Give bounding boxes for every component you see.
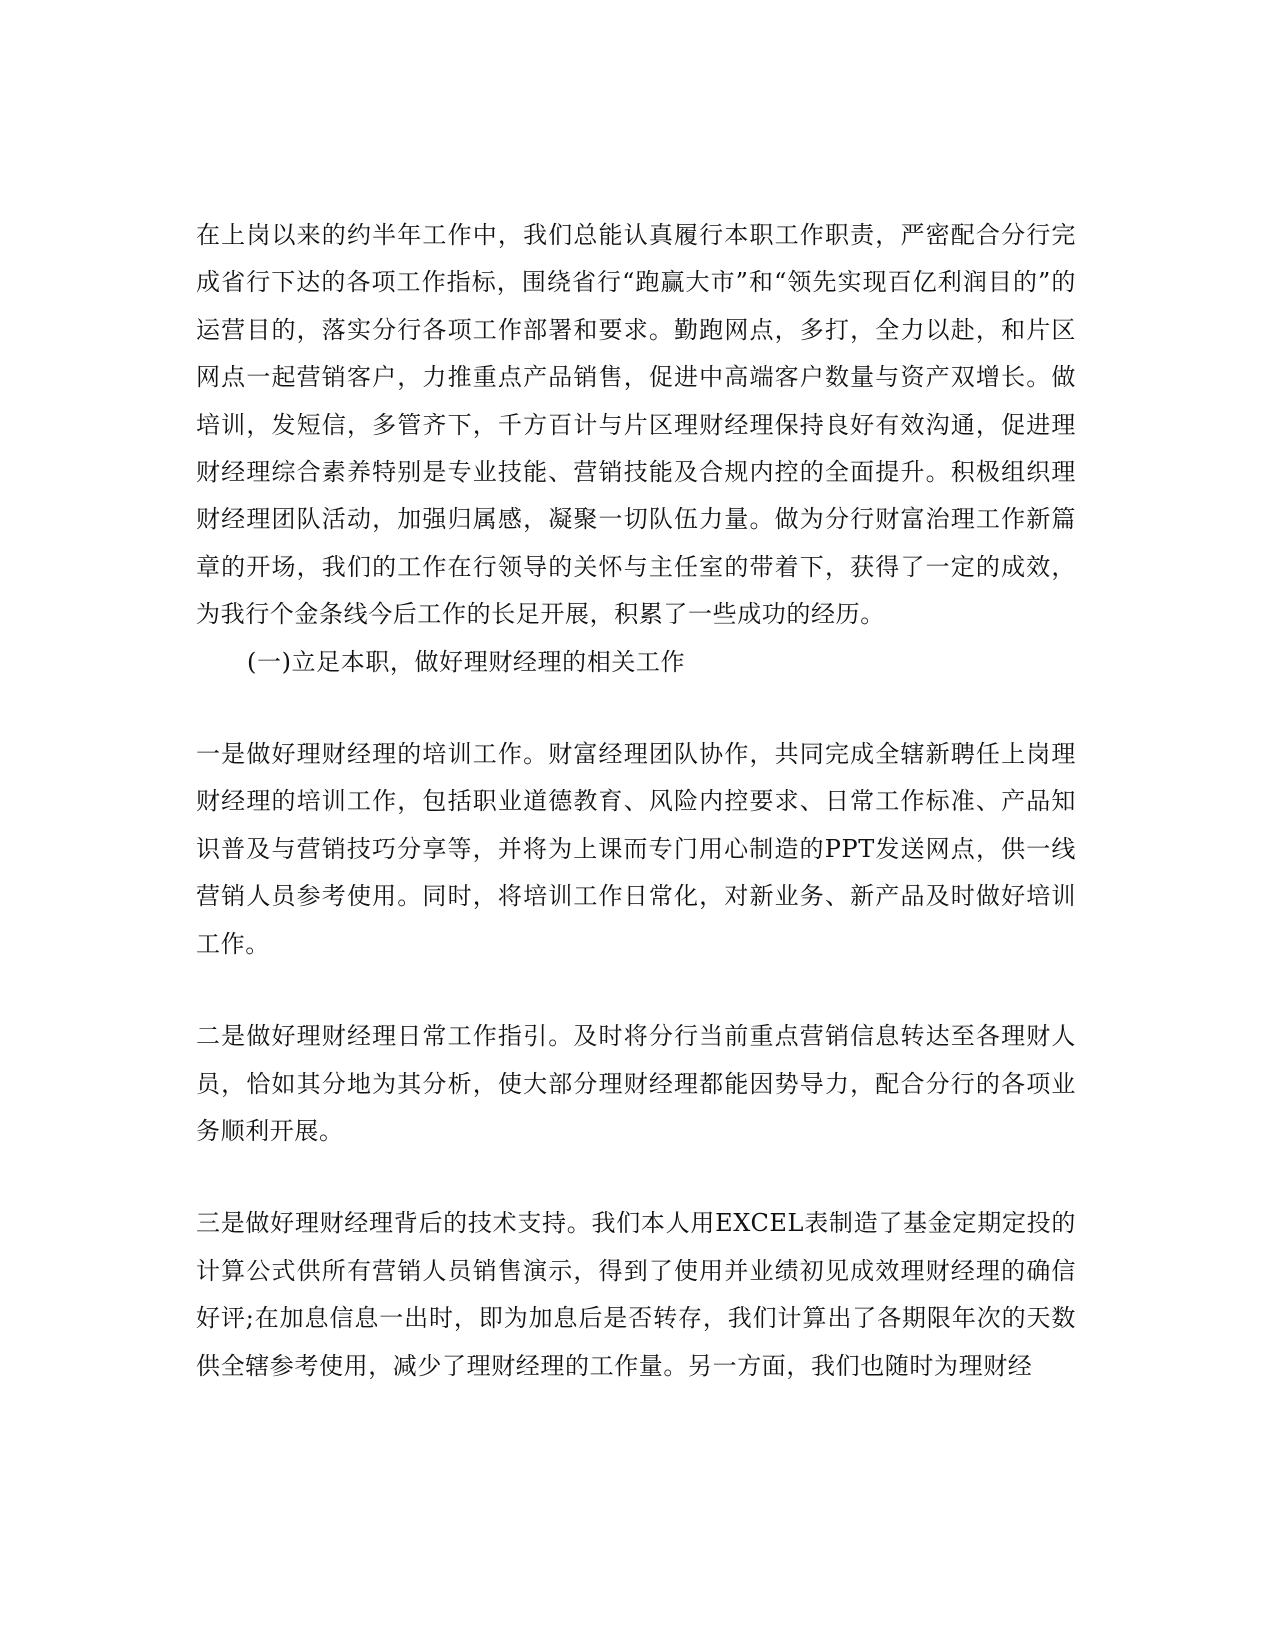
section-heading: (一)立足本职，做好理财经理的相关工作 (247, 647, 686, 676)
technical-support-paragraph: 三是做好理财经理背后的技术支持。我们本人用EXCEL表制造了基金定期定投的计算公式供所有营销人员销售演示，得到了使用并业绩初见成效理财经理的确信好评;在加息信息一出时，即为加息后是否转存，我们计算出了各期限年次的天数供全辖参考使用，减少了理财经理的工作量。另一方面，我们也随时为理财经 (196, 1209, 1076, 1380)
document-body (196, 212, 1076, 1390)
paragraph-spacer (196, 1155, 1076, 1200)
paragraph-spacer (196, 686, 1076, 731)
daily-guidance-paragraph: 二是做好理财经理日常工作指引。及时将分行当前重点营销信息转达至各理财人员，恰如其分地为其分析，使大部分理财经理都能因势导力，配合分行的各项业务顺利开展。 (196, 1022, 1076, 1145)
training-work-paragraph: 一是做好理财经理的培训工作。财富经理团队协作，共同完成全辖新聘任上岗理财经理的培训工作，包括职业道德教育、风险内控要求、日常工作标准、产品知识普及与营销技巧分享等，并将为上课而专门用心制造的PPT发送网点，供一线营销人员参考使用。同时，将培训工作日常化，对新业务、新产品及时做好培训工作。 (196, 740, 1076, 958)
intro-paragraph: 在上岗以来的约半年工作中，我们总能认真履行本职工作职责，严密配合分行完成省行下达的各项工作指标，围绕省行“跑赢大市”和“领先实现百亿利润目的”的运营目的，落实分行各项工作部署和要求。勤跑网点，多打，全力以赴，和片区网点一起营销客户，力推重点产品销售，促进中高端客户数量与资产双增长。做培训，发短信，多管齐下，千方百计与片区理财经理保持良好有效沟通，促进理财经理综合素养特别是专业技能、营销技能及合规内控的全面提升。积极组织理财经理团队活动，加强归属感，凝聚一切队伍力量。做为分行财富治理工作新篇章的开场，我们的工作在行领导的关怀与主任室的带着下，获得了一定的成效，为我行个金条线今后工作的长足开展，积累了一些成功的经历。 (196, 221, 1076, 629)
paragraph-spacer (196, 968, 1076, 1013)
